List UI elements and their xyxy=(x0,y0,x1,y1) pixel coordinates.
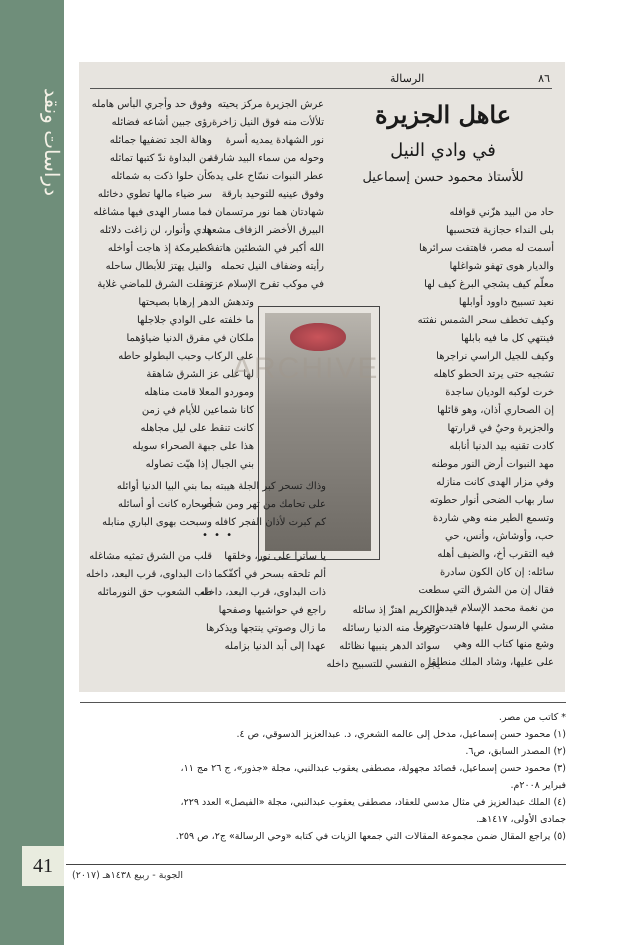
verse-line: رؤى جبين أشاعه فضائله xyxy=(111,117,212,128)
verse-line: ذات البداوى، قرب البعد، داخله xyxy=(199,587,326,598)
footnote-line: (٢) المصدر السابق، ص٦. xyxy=(465,746,566,757)
footnote-line: فبراير ٢٠٠٨م. xyxy=(510,780,566,791)
verse-line: والديار هوى تهفو شواغلها xyxy=(449,261,554,272)
verse-line: وفوق حد وأجري البأس هامله xyxy=(91,99,212,110)
verse-line: والجزيرة وحيٌ في قرارتها xyxy=(447,423,554,434)
verse-line: على تحامك من تهر ومن شجر xyxy=(202,499,326,510)
verse-line: لها على عز الشرق شاهقة xyxy=(146,369,254,380)
section-divider: • • • xyxy=(202,530,233,541)
verse-line: على عليها، وشاد الملك منطلقا xyxy=(428,657,554,668)
footnote-line: (٤) الملك عبدالعزيز في مثال مدسي للعقاد، مصطفى يعقوب عبدالنبي، مجلة «الفيصل» العدد ٢٢٩، xyxy=(180,797,566,808)
verse-line: والكريم اهتزّ إذ سائله xyxy=(352,605,440,616)
verse-line: مهد النبوات أرض النور موطنه xyxy=(431,459,554,470)
verse-line: في موكب تفرح الإسلام عزته xyxy=(204,279,324,290)
verse-line: وكيف تخطف سحر الشمس نفثته xyxy=(417,315,554,326)
verse-line: أسحاره كانت أو أسائله xyxy=(118,499,212,510)
verse-line: كانت تنقط على ليل مجاهله xyxy=(140,423,254,434)
verse-line: سر ضياء مالها تطوي دخائله xyxy=(97,189,212,200)
poem-column-middle-top xyxy=(204,96,324,294)
verse-line: عرش الجزيرة مركز يحيته xyxy=(217,99,324,110)
verse-line: ما زال وصوتي ينتجها ويذكرها xyxy=(206,623,326,634)
verse-line: الله أكبر في الشطئين هاتفة xyxy=(209,243,324,254)
footnote-line: * كاتب من مصر. xyxy=(498,712,566,723)
article-author: للأستاذ محمود حسن إسماعيل xyxy=(362,170,524,185)
footnote-line: (١) محمود حسن إسماعيل، مدخل إلى عالمه الشعري، د. عبدالعزيز الدسوقي، ص ٤. xyxy=(236,729,566,740)
archive-watermark: ARCHIVE xyxy=(232,352,380,385)
verse-line: بما بني البيا الدنيا أوائله xyxy=(116,481,212,492)
verse-line: راجع في حواشيها وصفحها xyxy=(218,605,326,616)
verse-line: طب الشعوب حق النورمائله xyxy=(97,587,212,598)
verse-line: مشي الرسول عليها فاهتدت حرما xyxy=(415,621,554,632)
verse-line: وكيف للجيل الراسي نراجرها xyxy=(436,351,554,362)
verse-line: معلّم كيف يشجي البرغ كيف لها xyxy=(424,279,554,290)
poem-column-middle-band xyxy=(202,478,326,532)
verse-line: على الركاب وحبب البطولو حاطه xyxy=(118,351,254,362)
verse-line: وحوله من سماء البيد شارقة xyxy=(208,153,324,164)
verse-line: وتدهش الدهر إرهابا بصيحتها xyxy=(138,297,254,308)
verse-line: حب، وأوشاش، وأنس، حي xyxy=(445,531,554,542)
verse-line: إن الصحاري أذان، وهو قائلها xyxy=(437,405,554,416)
verse-line: وشع منها كتاب الله وهي xyxy=(453,639,554,650)
verse-line: كادت تقنيه بيد الدنيا أنابله xyxy=(449,441,554,452)
poem-column-left-band xyxy=(92,478,212,532)
verse-line: هدي وأنوار، لن زاغت دلائله xyxy=(99,225,212,236)
section-title: دراسات ونقد xyxy=(40,88,64,196)
poem-column-right-bottom xyxy=(326,602,440,674)
verse-line: وتورث منه الدنيا رسائله xyxy=(342,623,440,634)
poem-column-left-middle xyxy=(92,294,254,474)
verse-line: عهدا إلى أبد الدنيا بزامله xyxy=(224,641,326,652)
verse-line: سائله: إن كان الكون سادرة xyxy=(439,567,554,578)
verse-line: كأن حلوا ذكت به شمائله xyxy=(110,171,212,182)
verse-line: تلألأت منه فوق النيل زاخرة xyxy=(211,117,324,128)
verse-line: نعيد تسبيح داوود أوابلها xyxy=(458,297,554,308)
footnote-line: (٣) محمود حسن إسماعيل، قصائد مجهولة، مصطفى يعقوب عبدالنبي، مجلة «جذور»، ج ٢٦ مج ١١، xyxy=(180,763,566,774)
page-number-box xyxy=(22,846,64,886)
verse-line: هذا على جبهة الصحراء سويله xyxy=(132,441,254,452)
verse-line: حاد من البيد هزّني قوافله xyxy=(449,207,554,218)
section-label xyxy=(4,12,64,242)
verse-line: عطر النبوات نسّاح على يده xyxy=(210,171,324,182)
verse-line: بني الجبال إذا هيّت تصاوله xyxy=(145,459,254,470)
scan-header-title: الرسالة xyxy=(390,72,425,85)
verse-line: فقال إن من الشرق التي سطعت xyxy=(418,585,554,596)
verse-line: وذاك تسحر كبر الجلة هيبته xyxy=(215,481,326,492)
verse-line: ألم تلحقه بسحر في أكفّكما xyxy=(214,569,326,580)
verse-line: وهالة الجد تضفيها جمائله xyxy=(109,135,212,146)
verse-line: شهادتان هما نور مرتسمان xyxy=(215,207,324,218)
footnote-rule xyxy=(80,702,566,703)
poem-column-left-bottom xyxy=(85,548,212,602)
scan-header-page: ٨٦ xyxy=(538,72,550,85)
page-number: 41 xyxy=(33,854,53,877)
verse-line: بلى النداء حجازية فتحسبها xyxy=(445,225,554,236)
verse-line: وموردو المعلا قامت مناهله xyxy=(144,387,254,398)
verse-line: ملكان في مفرق الدنيا ضياؤهما xyxy=(126,333,254,344)
verse-line: ونقلت الشرق للماضي غلاية xyxy=(97,279,212,290)
verse-line: من البداوة ندّ كتبها تماثله xyxy=(109,153,212,164)
verse-line: رأيته وضفاف النيل تحمله xyxy=(220,261,324,272)
verse-line: سوائد الدهر ينبيها نظائله xyxy=(339,641,440,652)
footer-rule xyxy=(66,864,566,865)
footer-issue: الجوبة - ربيع ١٤٣٨هـ (٢٠١٧) xyxy=(72,870,184,881)
verse-line: البيرق الأخضر الزفاف مشعها xyxy=(204,225,324,236)
poem-column-left-top xyxy=(92,96,212,294)
article-subtitle: في وادي النيل xyxy=(390,140,496,161)
verse-line: فينتهي كل ما فيه بابلها xyxy=(461,333,554,344)
verse-line: كانا شماعين للأيام في زمن xyxy=(141,405,254,416)
verse-line: سار بهاب الضحى أنوار حطوته xyxy=(429,495,554,506)
verse-line: فيه التقرب أخ، والضيف أهله xyxy=(437,549,554,560)
verse-line: خرت لوكبه الوديان ساجدة xyxy=(445,387,554,398)
verse-line: تشجيه حتى يرتد الحطو كاهله xyxy=(433,369,554,380)
verse-line: فما مسار الهدى فيها مشاغله xyxy=(93,207,212,218)
footnote-line: جمادى الأولى، ١٤١٧هـ. xyxy=(476,814,566,825)
verse-line: وتسمع الطير منه وهي شاردة xyxy=(432,513,554,524)
verse-line: كم كبرت لأذان الفجر كافله xyxy=(214,517,326,528)
verse-line: نور الشهادة يمديه أسرة xyxy=(225,135,324,146)
article-title: عاهل الجزيرة xyxy=(374,100,512,129)
headdress-shape xyxy=(290,323,346,351)
verse-line: وسبحت بهوى الباري منابله xyxy=(102,517,212,528)
verse-line: أسمت له مصر، فاهتفت سرائرها xyxy=(419,243,554,254)
verse-line: من نغمة محمد الإسلام قيدها xyxy=(436,603,554,614)
verse-line: وفوق عينيه للتوحيد بارقة xyxy=(221,189,324,200)
verse-line: ما خلفته على الوادي جلاجلها xyxy=(136,315,254,326)
poem-column-middle-bottom xyxy=(199,548,326,656)
footnote-line: (٥) يراجع المقال ضمن مجموعة المقالات التي جمعها الزيات في كتابه «وحي الرسالة» ج٢، ص ٢٥٩. xyxy=(175,831,566,842)
verse-line: يجره النفسي للتسبيح داخله xyxy=(326,659,440,670)
verse-line: يا ساترا على نور، وخلقها xyxy=(224,551,326,562)
verse-line: قلب من الشرق تمثيه مشاغله xyxy=(89,551,212,562)
scan-header xyxy=(90,70,552,89)
verse-line: والنيل يهتز للأبطال ساحله xyxy=(105,261,212,272)
verse-line: ذات البداوى، قرب البعد، داخله xyxy=(85,569,212,580)
verse-line: وفي مزار الهدى كانت منازله xyxy=(436,477,554,488)
verse-line: كطيرمكة إذ هاجت أواخله xyxy=(107,243,212,254)
